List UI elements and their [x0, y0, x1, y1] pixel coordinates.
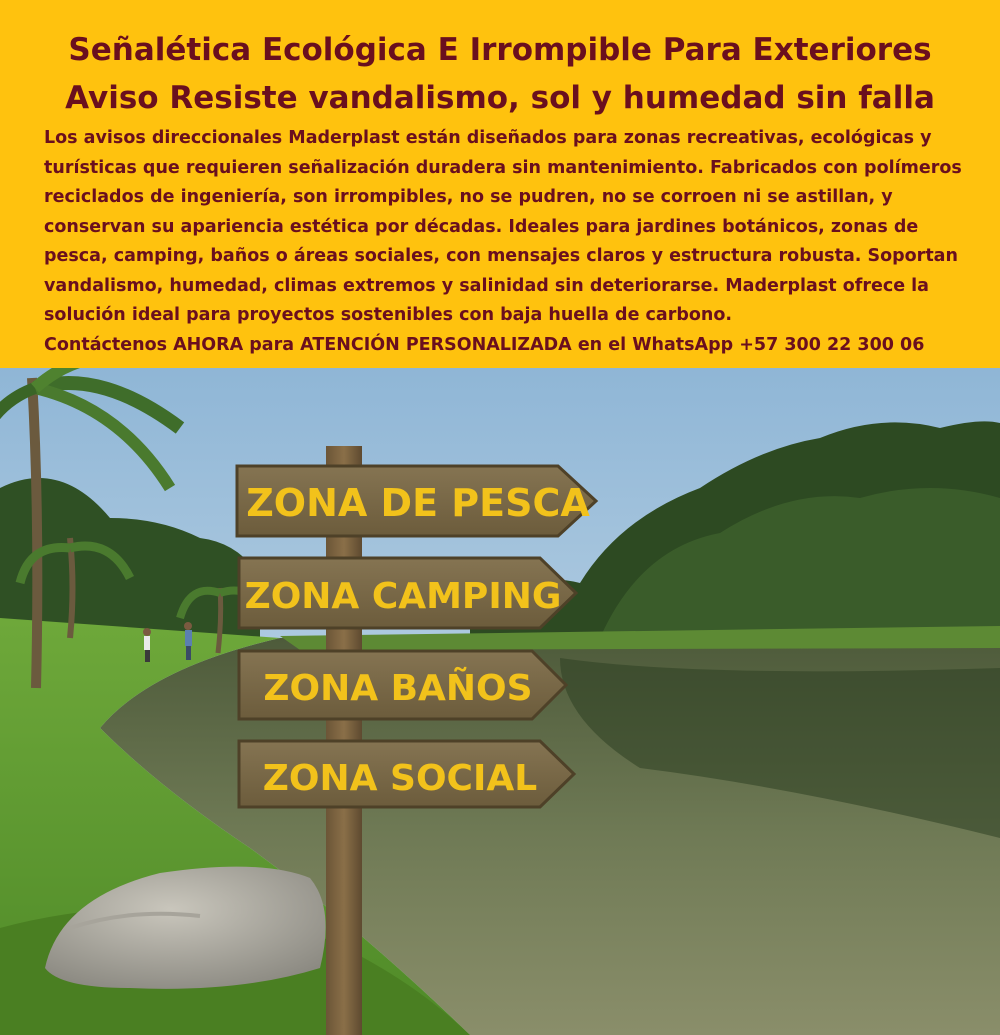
description-block — [44, 124, 974, 360]
headline-line-2: Aviso Resiste vandalismo, sol y humedad sin falla — [65, 80, 935, 116]
sign-label: ZONA SOCIAL — [262, 758, 538, 799]
sign-zona-camping — [239, 558, 576, 628]
headline-line-1: Señalética Ecológica E Irrompible Para Exteriores — [68, 32, 932, 68]
text-banner — [0, 0, 1000, 368]
sign-zona-banos — [239, 651, 566, 719]
sign-zona-pesca — [237, 466, 596, 536]
description-line: conservan su apariencia estética por décadas. Ideales para jardines botánicos, zonas de — [44, 216, 919, 237]
description-line: vandalismo, humedad, climas extremos y salinidad sin deteriorarse. Maderplast ofrece la — [44, 275, 929, 296]
description-line: turísticas que requieren señalización duradera sin mantenimiento. Fabricados con polímeros — [44, 157, 962, 178]
sign-label: ZONA DE PESCA — [246, 481, 590, 525]
description-line: pesca, camping, baños o áreas sociales, con mensajes claros y estructura robusta. Soportan — [44, 246, 958, 266]
sign-label: ZONA CAMPING — [244, 576, 562, 617]
sign-zona-social — [239, 741, 574, 807]
park-lake-photo — [0, 368, 1000, 1035]
description-line: Los avisos direccionales Maderplast están diseñados para zonas recreativas, ecológicas y — [44, 128, 932, 148]
description-line: reciclados de ingeniería, son irrompibles, no se pudren, no se corroen ni se astillan, y — [44, 187, 893, 207]
description-line: solución ideal para proyectos sostenibles con baja huella de carbono. — [44, 305, 733, 325]
contact-line: Contáctenos AHORA para ATENCIÓN PERSONALIZADA en el WhatsApp +57 300 22 300 06 — [44, 334, 925, 355]
sign-label: ZONA BAÑOS — [263, 668, 533, 709]
